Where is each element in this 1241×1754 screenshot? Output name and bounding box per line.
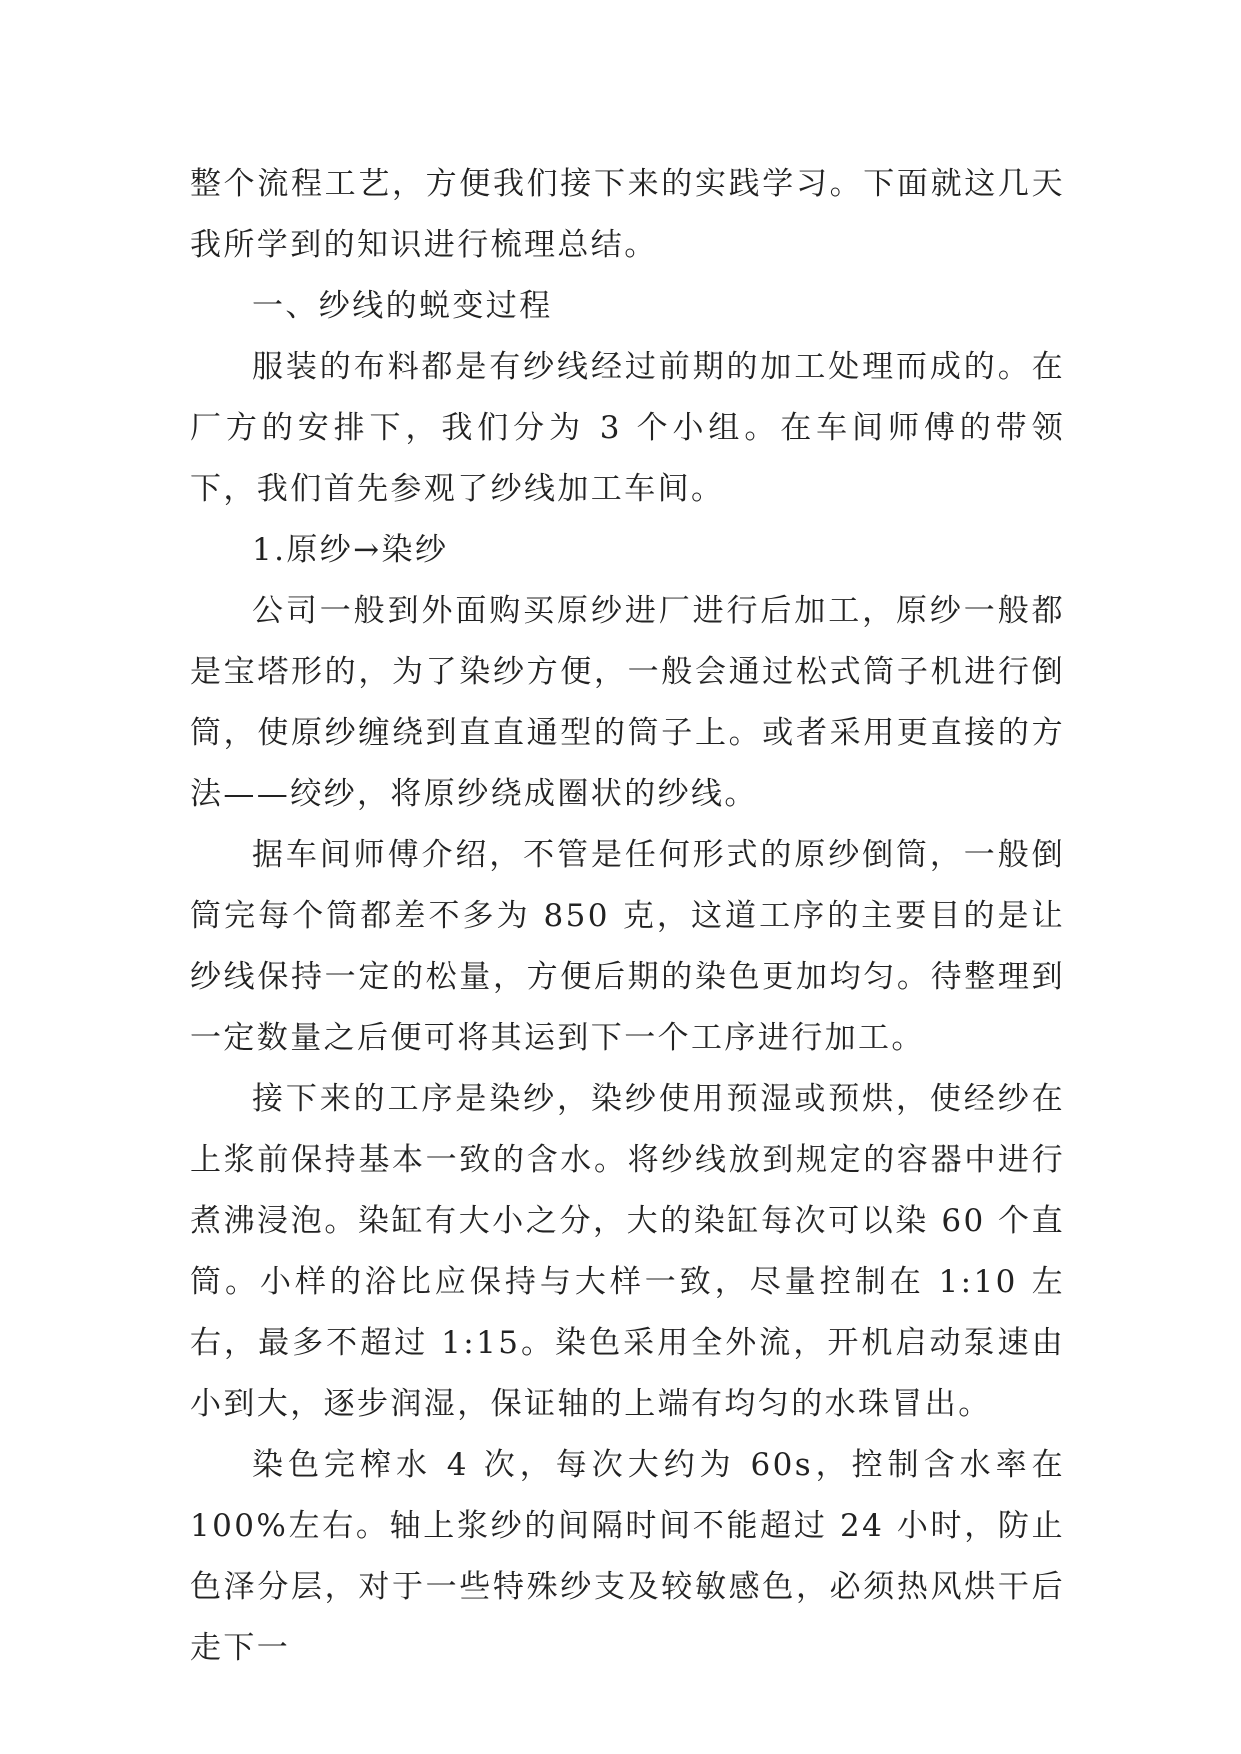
paragraph-continuation: 整个流程工艺，方便我们接下来的实践学习。下面就这几天我所学到的知识进行梳理总结。 — [190, 166, 1065, 263]
paragraph: 据车间师傅介绍，不管是任何形式的原纱倒筒，一般倒筒完每个筒都差不多为 850 克，这道工序的主要目的是让纱线保持一定的松量，方便后期的染色更加均匀。待整理到一定数量之后便可将其运到下一个工序进行加工。 — [190, 837, 1065, 1056]
body-text — [190, 154, 1065, 1679]
paragraph: 接下来的工序是染纱，染纱使用预湿或预烘，使经纱在上浆前保持基本一致的含水。将纱线放到规定的容器中进行煮沸浸泡。染缸有大小之分，大的染缸每次可以染 60 个直筒。小样的浴比应保持与大样一致，尽量控制在 1:10 左右，最多不超过 1:15。染色采用全外流，开机启动泵速由小到大，逐步润湿，保证轴的上端有均匀的水珠冒出。 — [190, 1081, 1065, 1422]
section-heading: 一、纱线的蜕变过程 — [252, 288, 553, 324]
paragraph: 染色完榨水 4 次，每次大约为 60s，控制含水率在 100%左右。轴上浆纱的间隔时间不能超过 24 小时，防止色泽分层，对于一些特殊纱支及较敏感色，必须热风烘干后走下一 — [190, 1447, 1065, 1666]
paragraph: 服装的布料都是有纱线经过前期的加工处理而成的。在厂方的安排下，我们分为 3 个小组。在车间师傅的带领下，我们首先参观了纱线加工车间。 — [190, 349, 1065, 507]
paragraph: 公司一般到外面购买原纱进厂进行后加工，原纱一般都是宝塔形的，为了染纱方便，一般会通过松式筒子机进行倒筒，使原纱缠绕到直直通型的筒子上。或者采用更直接的方法——绞纱，将原纱绕成圈状的纱线。 — [190, 593, 1065, 812]
subsection-heading: 1.原纱→染纱 — [252, 532, 449, 568]
